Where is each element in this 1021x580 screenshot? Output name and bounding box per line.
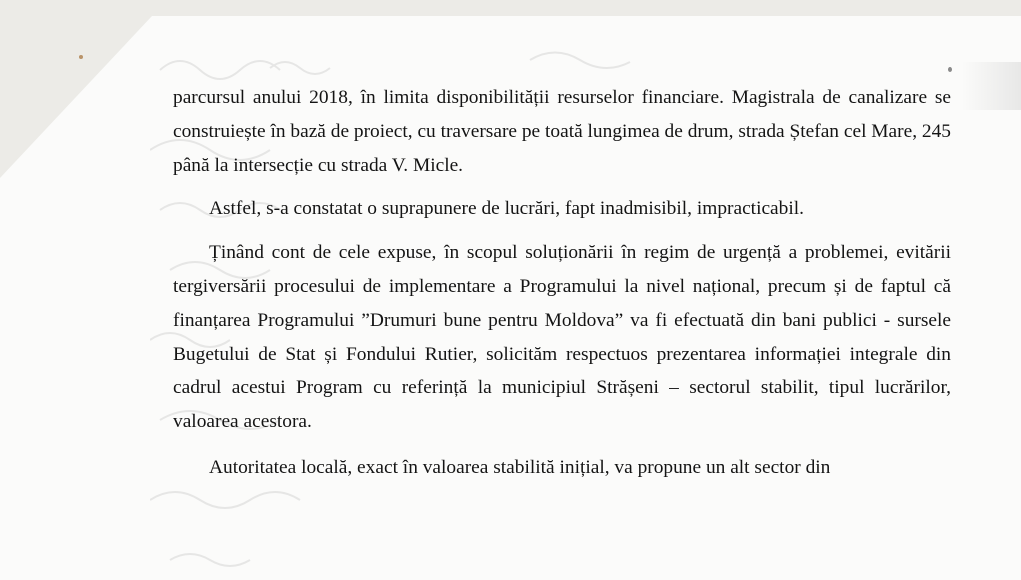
paper-speck — [948, 67, 952, 72]
scan-shadow — [961, 62, 1021, 110]
paragraph-3: Ținând cont de cele expuse, în scopul soluționării în regim de urgență a problemei, evitării tergiversării procesului de implementare a Programului la nivel național, precum și de faptul că finanțarea Programului ”Drumuri bune pentru Moldova” va fi efectuată din bani publici - sursele Bugetului de Stat și Fondului Rutier, solicităm respectuos prezentarea informației integrale din cadrul acestui Program cu referință la municipiul Strășeni – sectorul stabilit, tipul lucrărilor, valoarea acestora. — [173, 242, 951, 433]
paragraph-2: Astfel, s-a constatat o suprapunere de lucrări, fapt inadmisibil, impracticabil. — [209, 198, 804, 220]
paragraph-4: Autoritatea locală, exact în valoarea stabilită inițial, va propune un alt sector din — [209, 456, 831, 478]
paper-speck — [79, 55, 83, 59]
paragraph-1: parcursul anului 2018, în limita disponibilității resurselor financiare. Magistrala de canalizare se construiește în bază de proiect, cu traversare pe toată lungimea de drum, strada Ștefan cel Mare, 245 până la intersecție cu strada V. Micle. — [173, 87, 951, 176]
document-body — [173, 81, 951, 485]
